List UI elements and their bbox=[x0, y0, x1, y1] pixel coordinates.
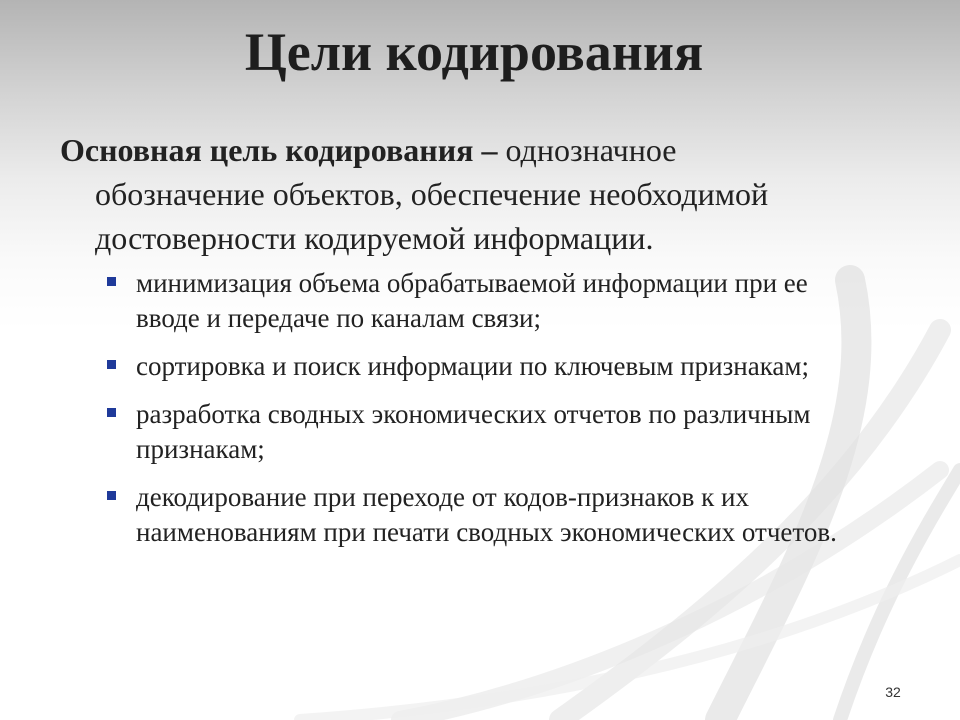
list-item bbox=[107, 349, 850, 384]
lead-paragraph bbox=[60, 128, 850, 260]
slide-title: Цели кодирования bbox=[244, 22, 704, 82]
bullet-list bbox=[60, 266, 850, 550]
bullet-text: разработка сводных экономических отчетов по различным признакам; bbox=[136, 399, 811, 464]
lead-text: однозначное обозначение объектов, обеспечение необходимой достоверности кодируемой информации. bbox=[95, 132, 769, 256]
list-item bbox=[107, 480, 850, 550]
lead-strong-text: Основная цель кодирования – bbox=[60, 132, 498, 168]
square-bullet-icon bbox=[107, 408, 116, 417]
bullet-text: сортировка и поиск информации по ключевым признакам; bbox=[136, 351, 809, 381]
square-bullet-icon bbox=[107, 360, 116, 369]
list-item bbox=[107, 266, 850, 336]
square-bullet-icon bbox=[107, 491, 116, 500]
list-item bbox=[107, 397, 850, 467]
slide-body bbox=[60, 128, 850, 563]
swoosh-band-5 bbox=[300, 560, 960, 720]
square-bullet-icon bbox=[107, 277, 116, 286]
page-number: 32 bbox=[885, 684, 901, 700]
bullet-text: декодирование при переходе от кодов-признаков к их наименованиям при печати сводных экономических отчетов. bbox=[136, 482, 837, 547]
bullet-text: минимизация объема обрабатываемой информации при ее вводе и передаче по каналам связи; bbox=[136, 268, 808, 333]
